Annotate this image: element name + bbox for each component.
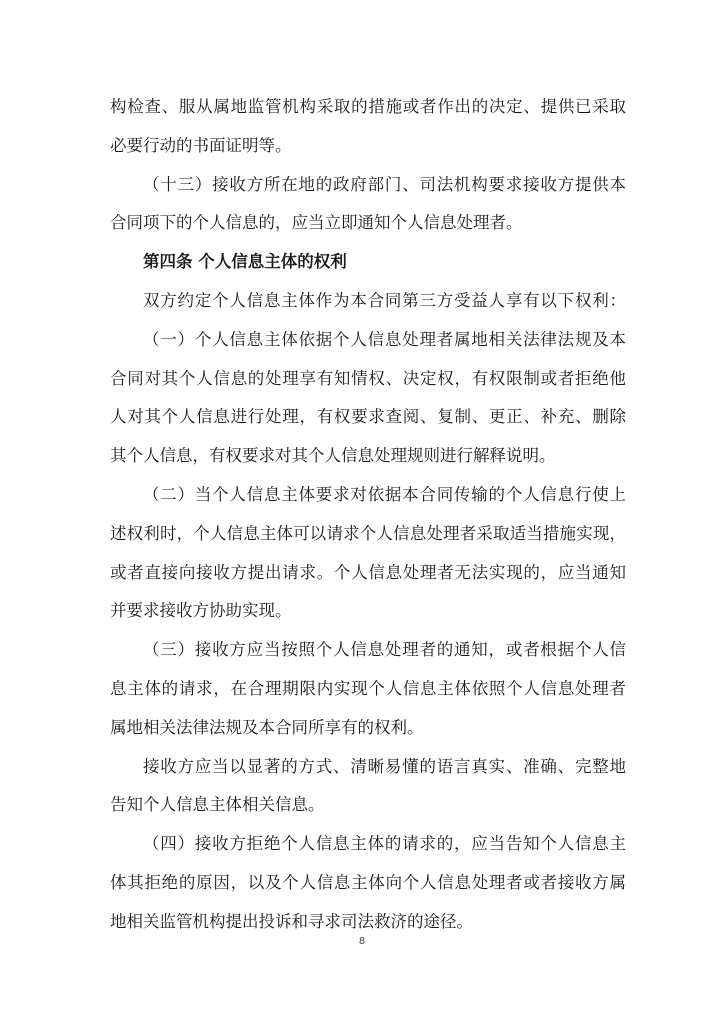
document-page [110,88,626,942]
text-line-4: 合同项下的个人信息的，应当立即通知个人信息处理者。 [110,213,523,233]
text-line-20: （四）接收方拒绝个人信息主体的请求的，应当告知个人信息主 [143,834,626,854]
text-line-3: （十三）接收方所在地的政府部门、司法机构要求接收方提供本 [143,174,626,194]
text-line-10: 其个人信息，有权要求对其个人信息处理规则进行解释说明。 [110,446,556,466]
text-line-18: 接收方应当以显著的方式、清晰易懂的语言真实、准确、完整地 [143,756,626,776]
page-number: 8 [358,936,366,947]
text-line-17: 属地相关法律法规及本合同所享有的权利。 [110,717,424,737]
text-line-21: 体其拒绝的原因，以及个人信息主体向个人信息处理者或者接收方属 [110,872,626,892]
text-line-6: 双方约定个人信息主体作为本合同第三方受益人享有以下权利： [143,290,626,310]
text-line-15: （三）接收方应当按照个人信息处理者的通知，或者根据个人信 [143,640,626,660]
text-line-19: 告知个人信息主体相关信息。 [110,795,325,815]
text-line-11: （二）当个人信息主体要求对依据本合同传输的个人信息行使上 [143,484,626,504]
text-line-8: 合同对其个人信息的处理享有知情权、决定权，有权限制或者拒绝他 [110,368,626,388]
text-line-12: 述权利时，个人信息主体可以请求个人信息处理者采取适当措施实现， [110,523,626,543]
text-line-7: （一）个人信息主体依据个人信息处理者属地相关法律法规及本 [143,329,626,349]
section-heading: 第四条 个人信息主体的权利 [143,252,347,272]
text-line-9: 人对其个人信息进行处理，有权要求查阅、复制、更正、补充、删除 [110,407,626,427]
text-line-16: 息主体的请求，在合理期限内实现个人信息主体依照个人信息处理者 [110,678,626,698]
text-line-22: 地相关监管机构提出投诉和寻求司法救济的途径。 [110,911,473,931]
text-line-2: 必要行动的书面证明等。 [110,135,292,155]
text-line-14: 并要求接收方协助实现。 [110,601,292,621]
text-line-13: 或者直接向接收方提出请求。个人信息处理者无法实现的，应当通知 [110,562,626,582]
text-line-1: 构检查、服从属地监管机构采取的措施或者作出的决定、提供已采取 [110,97,626,116]
